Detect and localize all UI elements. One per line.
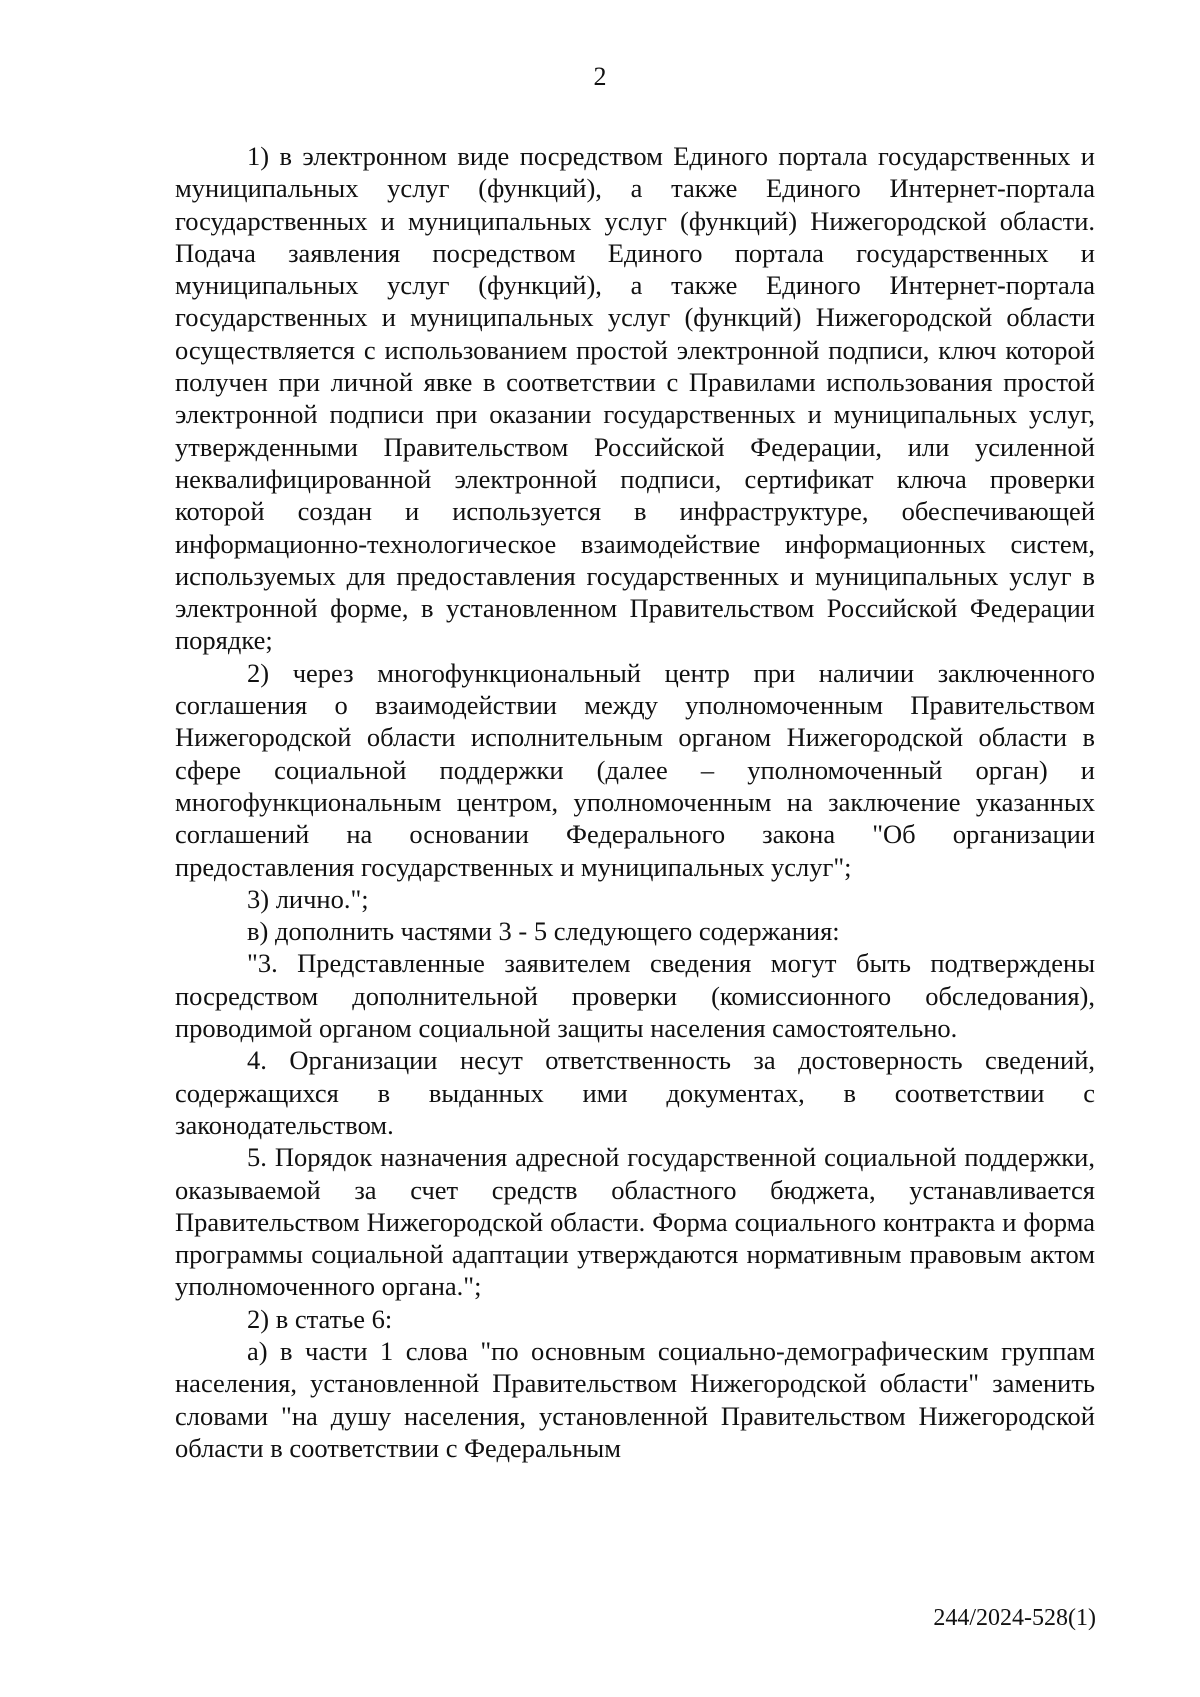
paragraph-part-3: "3. Представленные заявителем сведения могут быть подтверждены посредством дополнительной проверки (комиссионного обследования), проводимой органом социальной защиты населения самостоятельно.: [175, 948, 1095, 1044]
paragraph-item-3-personal: 3) лично.";: [247, 883, 369, 914]
paragraph-article-6: 2) в статье 6:: [247, 1303, 393, 1334]
paragraph-subitem-v: в) дополнить частями 3 - 5 следующего содержания:: [247, 916, 840, 947]
paragraph-subitem-a: а) в части 1 слова "по основным социально-демографическим группам населения, установленной Правительством Нижегородской области" заменить словами "на душу населения, установленной Правительством Нижегородской области в соответствии с Федеральным: [175, 1335, 1095, 1463]
document-body: [175, 140, 1095, 1464]
paragraph-item-1-electronic: 1) в электронном виде посредством Единого портала государственных и муниципальных услуг (функций), а также Единого Интернет-портала государственных и муниципальных услуг (функций) Нижегородской области. Подача заявления посредством Единого портала государственных и муниципальных услуг (функций), а также Единого Интернет-портала государственных и муниципальных услуг (функций) Нижегородской области осуществляется с использованием простой электронной подписи, ключ которой получен при личной явке в соответствии с Правилами использования простой электронной подписи при оказании государственных и муниципальных услуг, утвержденными Правительством Российской Федерации, или усиленной неквалифицированной электронной подписи, сертификат ключа проверки которой создан и используется в инфраструктуре, обеспечивающей информационно-технологическое взаимодействие информационных систем, используемых для предоставления государственных и муниципальных услуг в электронной форме, в установленном Правительством Российской Федерации порядке;: [175, 141, 1095, 656]
document-code: 244/2024-528(1): [933, 1605, 1096, 1631]
paragraph-item-2-mfc: 2) через многофункциональный центр при наличии заключенного соглашения о взаимодействии между уполномоченным Правительством Нижегородской области исполнительным органом Нижегородской области в сфере социальной поддержки (далее – уполномоченный орган) и многофункциональным центром, уполномоченным на заключение указанных соглашений на основании Федерального закона "Об организации предоставления государственных и муниципальных услуг";: [175, 657, 1095, 882]
paragraph-part-5: 5. Порядок назначения адресной государственной социальной поддержки, оказываемой за счет средств областного бюджета, устанавливается Правительством Нижегородской области. Форма социального контракта и форма программы социальной адаптации утверждаются нормативным правовым актом уполномоченного органа.";: [175, 1142, 1095, 1302]
paragraph-part-4: 4. Организации несут ответственность за достоверность сведений, содержащихся в выданных ими документах, в соответствии с законодательством.: [175, 1045, 1095, 1140]
page-number: 2: [593, 62, 607, 91]
